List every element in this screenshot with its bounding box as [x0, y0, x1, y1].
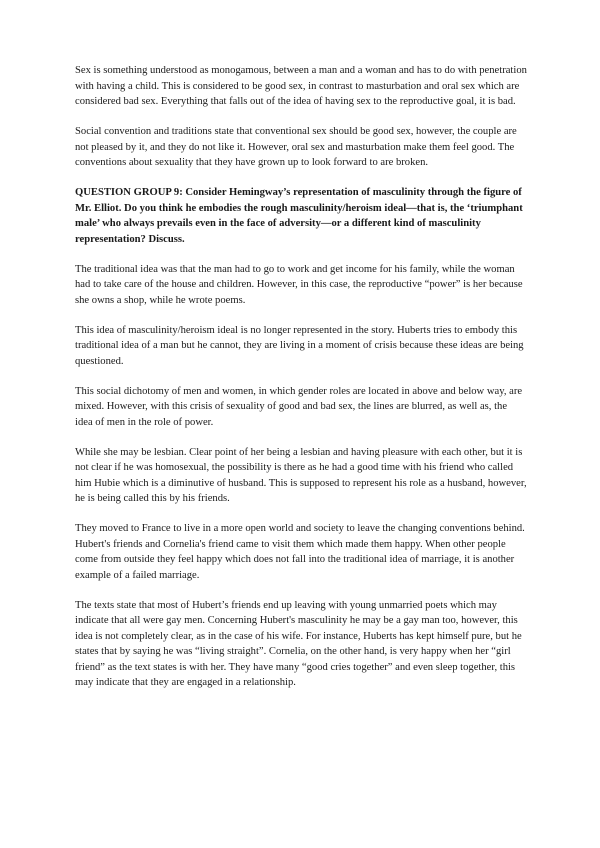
- paragraph-traditional-idea: The traditional idea was that the man had to go to work and get income for his family, while the woman had to take care of the house and children. However, in this case, the reproductive “power” is her because she owns a shop, while he wrote poems.: [75, 263, 523, 306]
- question-group-9-heading: QUESTION GROUP 9: Consider Hemingway’s representation of masculinity through the figure of Mr. Elliot. Do you think he embodies the rough masculinity/heroism ideal—that is, the ‘triumphant male’ who always prevails even in the face of adversity—or a different kind of masculinity representation? Discuss.: [75, 187, 523, 245]
- paragraph-lesbian: While she may be lesbian. Clear point of her being a lesbian and having pleasure with each other, but it is not clear if he was homosexual, the possibility is there as he had a good time with his friend who called him Hubie which is a diminutive of husband. This is supposed to represent his role as a husband, however, he is being called this by his friends.: [75, 446, 527, 504]
- paragraph-social-dichotomy: This social dichotomy of men and women, in which gender roles are located in above and below way, are mixed. However, with this crisis of sexuality of good and bad sex, the lines are blurred, as well as, the idea of men in the role of power.: [75, 385, 523, 428]
- paragraph-huberts-friends: The texts state that most of Hubert’s friends end up leaving with young unmarried poets which may indicate that all were gay men. Concerning Hubert's masculinity he may be a gay man too, however, this idea is not completely clear, as in the case of his wife. For instance, Huberts has kept himself pure, but he states that by saying he was “living straight”. Cornelia, on the other hand, is very happy when her “girl friend” as the text states is with her. They have many “good cries together” and even sleep together, this may indicate that they are engaged in a relationship.: [75, 599, 522, 688]
- paragraph-social-convention: Social convention and traditions state that conventional sex should be good sex, however, the couple are not pleased by it, and they do not like it. However, oral sex and masturbation make them feel good. The conventions about sexuality that they have grown up to look forward to are broken.: [75, 126, 517, 168]
- document-page: [75, 63, 527, 705]
- paragraph-masculinity-ideal: This idea of masculinity/heroism ideal is no longer represented in the story. Huberts tries to embody this traditional idea of a man but he cannot, they are living in a moment of crisis because these ideas are being questioned.: [75, 324, 524, 367]
- paragraph-moved-to-france: They moved to France to live in a more open world and society to leave the changing conventions behind. Hubert's friends and Cornelia's friend came to visit them which made them happy. When other people come from outside they feel happy which does not fall into the traditional idea of marriage, it is another example of a failed marriage.: [75, 523, 525, 581]
- paragraph-sex-monogamous: Sex is something understood as monogamous, between a man and a woman and has to do with penetration with having a child. This is considered to be good sex, in contrast to masturbation and oral sex which are considered bad sex. Everything that falls out of the idea of having sex to the reproductive goal, it is bad.: [75, 65, 527, 107]
